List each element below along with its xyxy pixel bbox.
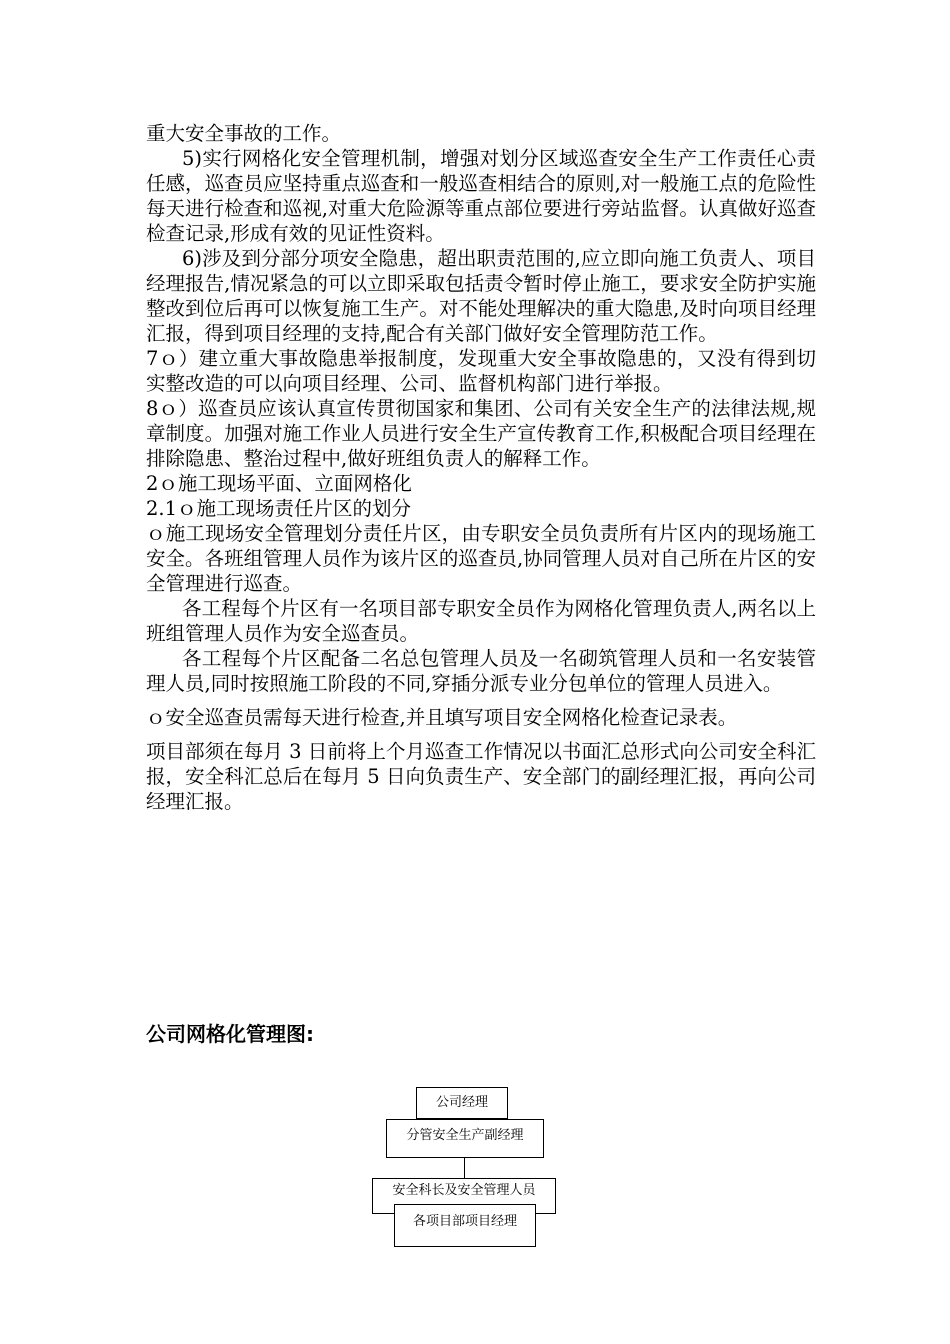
org-box-project-managers: 各项目部项目经理 bbox=[394, 1204, 536, 1247]
paragraph: 8ｏ）巡查员应该认真宣传贯彻国家和集团、公司有关安全生产的法律法规,规章制度。加强对施工作业人员进行安全生产宣传教育工作,积极配合项目经理在排除隐患、整治过程中,做好班组负责人的解释工作。 bbox=[146, 397, 816, 470]
paragraph: 重大安全事故的工作。 bbox=[146, 122, 342, 145]
paragraph: 5)实行网格化安全管理机制，增强对划分区域巡查安全生产工作责任心责任感，巡查员应坚持重点巡查和一般巡查相结合的原则,对一般施工点的危险性每天进行检查和巡视,对重大危险源等重点部位要进行旁站监督。认真做好巡查检查记录,形成有效的见证性资料。 bbox=[146, 147, 816, 245]
org-chart-title: 公司网格化管理图: bbox=[146, 1022, 314, 1046]
org-box-deputy-manager: 分管安全生产副经理 bbox=[386, 1119, 544, 1158]
paragraph: ｏ施工现场安全管理划分责任片区，由专职安全员负责所有片区内的现场施工安全。各班组管理人员作为该片区的巡查员,协同管理人员对自己所在片区的安全管理进行巡查。 bbox=[146, 522, 816, 595]
paragraph: 7ｏ）建立重大事故隐患举报制度，发现重大安全事故隐患的，又没有得到切实整改造的可以向项目经理、公司、监督机构部门进行举报。 bbox=[146, 347, 816, 395]
paragraph: 各工程每个片区配备二名总包管理人员及一名砌筑管理人员和一名安装管理人员,同时按照施工阶段的不同,穿插分派专业分包单位的管理人员进入。 bbox=[146, 647, 816, 695]
paragraph: 2ｏ施工现场平面、立面网格化 bbox=[146, 472, 412, 495]
paragraph: 项目部须在每月 3 日前将上个月巡查工作情况以书面汇总形式向公司安全科汇报，安全科汇总后在每月 5 日向负责生产、安全部门的副经理汇报，再向公司经理汇报。 bbox=[146, 740, 816, 813]
paragraph: ｏ安全巡查员需每天进行检查,并且填写项目安全网格化检查记录表。 bbox=[146, 706, 738, 729]
paragraph: 2.1ｏ施工现场责任片区的划分 bbox=[146, 497, 412, 520]
paragraph: 各工程每个片区有一名项目部专职安全员作为网格化管理负责人,两名以上班组管理人员作为安全巡查员。 bbox=[146, 597, 816, 645]
paragraph: 6)涉及到分部分项安全隐患，超出职责范围的,应立即向施工负责人、项目经理报告,情况紧急的可以立即采取包括责令暂时停止施工，要求安全防护实施整改到位后再可以恢复施工生产。对不能处理解决的重大隐患,及时向项目经理汇报，得到项目经理的支持,配合有关部门做好安全管理防范工作。 bbox=[146, 247, 816, 345]
org-box-safety-chief: 安全科长及安全管理人员 bbox=[372, 1178, 556, 1214]
org-box-company-manager: 公司经理 bbox=[416, 1087, 508, 1119]
